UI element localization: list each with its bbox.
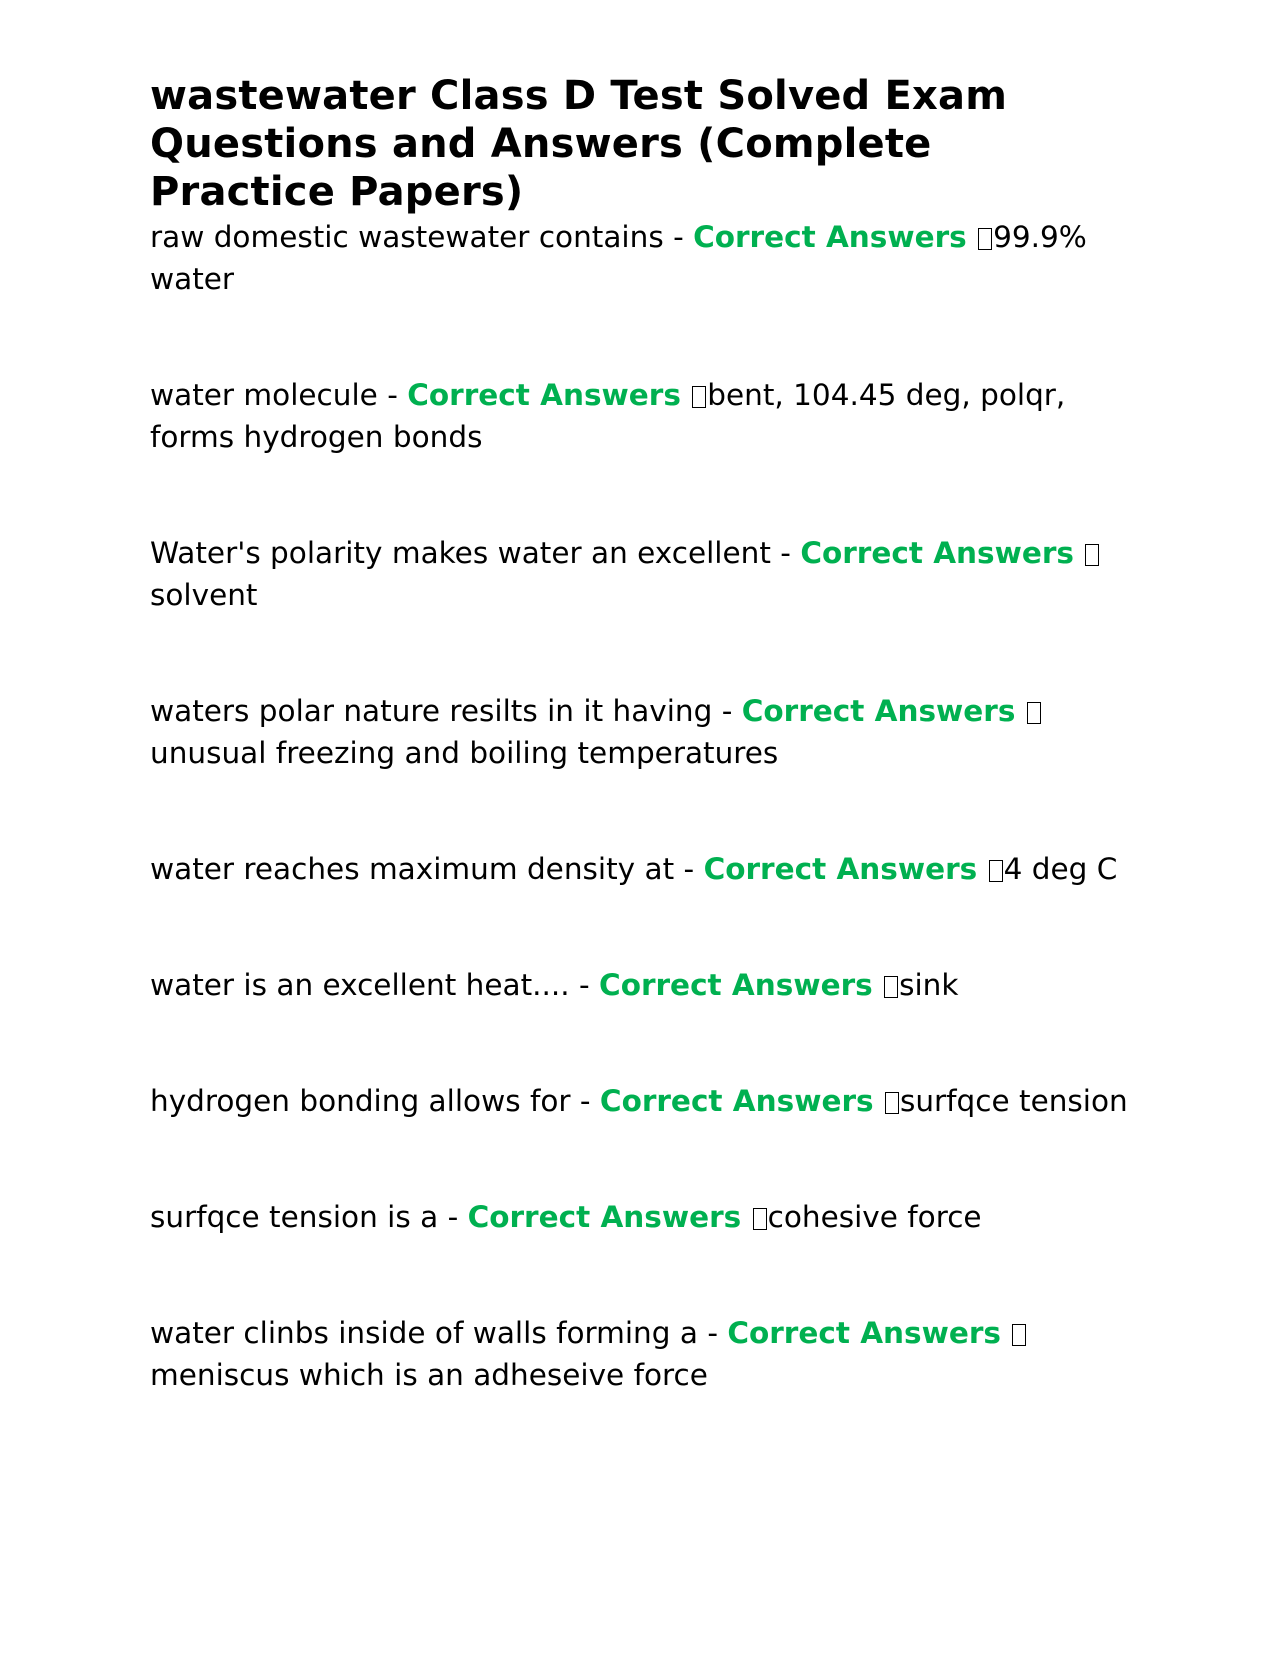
question-text: Water's polarity makes water an excellent bbox=[150, 536, 771, 570]
qa-item bbox=[150, 690, 1130, 774]
answer-text: bent, 104.45 deg, polqr, forms hydrogen bonds bbox=[150, 378, 1066, 454]
missing-glyph-icon bbox=[978, 228, 992, 250]
separator: - bbox=[569, 968, 600, 1002]
answer-text: cohesive force bbox=[767, 1200, 982, 1234]
missing-glyph-icon bbox=[753, 1208, 767, 1230]
document-page bbox=[150, 72, 1130, 1396]
question-text: hydrogen bonding allows for bbox=[150, 1084, 571, 1118]
separator: - bbox=[663, 220, 694, 254]
missing-glyph-icon bbox=[885, 1092, 899, 1114]
qa-item bbox=[150, 964, 1130, 1006]
correct-answers-label: Correct Answers bbox=[599, 1084, 874, 1118]
question-text: waters polar nature resilts in it having bbox=[150, 694, 713, 728]
separator: - bbox=[570, 1084, 600, 1118]
answer-text: solvent bbox=[150, 578, 258, 612]
missing-glyph-icon bbox=[989, 860, 1003, 882]
qa-item bbox=[150, 216, 1130, 300]
separator: - bbox=[438, 1200, 468, 1234]
correct-answers-label: Correct Answers bbox=[741, 694, 1016, 728]
correct-answers-label: Correct Answers bbox=[407, 378, 681, 412]
separator: - bbox=[674, 852, 704, 886]
separator: - bbox=[770, 536, 801, 570]
missing-glyph-icon bbox=[1085, 544, 1099, 566]
qa-item bbox=[150, 1312, 1130, 1396]
separator: - bbox=[377, 378, 408, 412]
document-title: wastewater Class D Test Solved Exam Questions and Answers (Complete Practice Papers) bbox=[150, 73, 1008, 215]
question-text: water molecule bbox=[150, 378, 378, 412]
missing-glyph-icon bbox=[884, 976, 898, 998]
question-text: raw domestic wastewater contains bbox=[150, 220, 664, 254]
correct-answers-label: Correct Answers bbox=[599, 968, 873, 1002]
correct-answers-label: Correct Answers bbox=[727, 1316, 1001, 1350]
question-text: surfqce tension is a bbox=[150, 1200, 439, 1234]
correct-answers-label: Correct Answers bbox=[693, 220, 967, 254]
question-text: water is an excellent heat.... bbox=[150, 968, 570, 1002]
missing-glyph-icon bbox=[1012, 1324, 1026, 1346]
qa-item bbox=[150, 374, 1130, 458]
question-text: water reaches maximum density at bbox=[150, 852, 675, 886]
answer-text: unusual freezing and boiling temperatures bbox=[150, 736, 779, 770]
qa-item bbox=[150, 848, 1130, 890]
qa-list bbox=[150, 216, 1130, 1396]
answer-text: 4 deg C bbox=[1003, 852, 1118, 886]
answer-text: meniscus which is an adheseive force bbox=[150, 1358, 708, 1392]
correct-answers-label: Correct Answers bbox=[800, 536, 1074, 570]
qa-item bbox=[150, 1196, 1130, 1238]
question-text: water clinbs inside of walls forming a bbox=[150, 1316, 698, 1350]
separator: - bbox=[697, 1316, 728, 1350]
qa-item bbox=[150, 1080, 1130, 1122]
correct-answers-label: Correct Answers bbox=[703, 852, 978, 886]
missing-glyph-icon bbox=[692, 386, 706, 408]
separator: - bbox=[712, 694, 742, 728]
correct-answers-label: Correct Answers bbox=[467, 1200, 742, 1234]
answer-text: sink bbox=[899, 968, 959, 1002]
qa-item bbox=[150, 532, 1130, 616]
answer-text: surfqce tension bbox=[899, 1084, 1128, 1118]
missing-glyph-icon bbox=[1027, 702, 1041, 724]
answer-text: 99.9% water bbox=[150, 220, 1087, 296]
